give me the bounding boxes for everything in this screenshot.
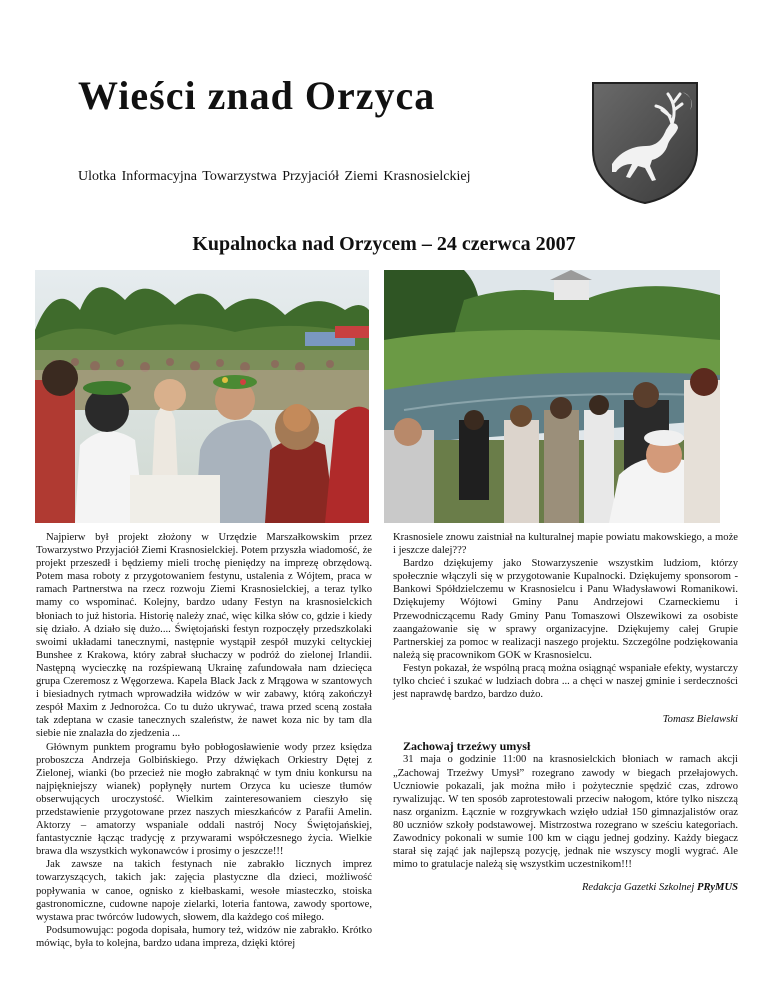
- article-paragraph: Najpierw był projekt złożony w Urzędzie Marszałkowskim przez Towarzystwo Przyjaciół Ziemi Krasnosielckiej. Potem przyszła wiadomość, że projekt przeszedł i będziemy mieli trochę pieniędzy na imprezę obrzędową. Potem masa roboty z przygotowaniem festynu, ustalenia z Wójtem, praca w ramach Partnerstwa na rzecz rozwoju Ziemi Krasnosielckiej, a teraz tylko mamy co wspominać. Kolejny, bardzo udany Festyn na krasnosielckich błoniach to już historia. Historię należy znać, więc kilka słów co, gdzie i kiedy się działo. A działo się dużo.... Świętojański festyn rozpoczęły przedszkolaki swoimi układami tanecznymi, następnie wystąpił zespół muzyki celtyckiej Bunshee z Krakowa, który zabrał słuchaczy w podróż do zielonej Irlandii. Następną wycieczkę na rozśpiewaną Ukrainę zafundowała nam dziecięca grupa Czeremosz z Węgorzewa. Kapela Black Jack z Mrągowa w szantowych i biesiadnych rytmach wprowadziła widzów w wir zabawy, którą zakończył zespół Maxim z Jednorożca. Co tu dużo ukrywać, trawa przed sceną została tak zdeptana w czasie tanecznych szaleństw, że nawet koza nic by tam dla siebie nie znalazła do zjedzenia ...: [36, 532, 372, 740]
- article-signature: Tomasz Bielawski: [662, 714, 738, 726]
- section-title: Zachowaj trzeźwy umysł: [403, 739, 531, 754]
- stag-crest-icon: [590, 80, 700, 205]
- article-paragraph: Jak zawsze na takich festynach nie zabrakło licznych imprez towarzyszących, takich jak: zajęcia plastyczne dla dzieci, możliwość popływania w canoe, ognisko z kiełbaskami, wesołe miasteczko, stoiska gastronomiczne, cudowne napoje zielarki, loteria fantowa, zawody sportowe, wystawa prac twórców ludowych, słowem, dla każdego coś miłego.: [36, 859, 372, 923]
- article-right-column: [393, 531, 738, 894]
- newsletter-title: Wieści znad Orzyca: [78, 73, 436, 118]
- signature-prefix: Redakcja Gazetki Szkolnej: [581, 882, 697, 894]
- article-paragraph: Krasnosiele znowu zaistniał na kulturalnej mapie powiatu makowskiego, a może i jeszcze dalej???: [393, 532, 738, 557]
- article-paragraph: Festyn pokazał, że wspólną pracą można osiągnąć wspaniałe efekty, wystarczy tylko chcieć i szukać w ludziach dobra ... a chęci w naszej gminie i serdeczności jest naprawdę bardzo, bardzo dużo.: [393, 662, 738, 701]
- article-headline: Kupalnocka nad Orzycem – 24 czerwca 2007: [192, 233, 576, 255]
- river-crowd-photo: [384, 270, 720, 523]
- article-paragraph: Bardzo dziękujemy jako Stowarzyszenie wszystkim ludziom, którzy społecznie włączyli się w przygotowanie Kupalnocki. Dziękujemy sponsorom - Bankowi Spółdzielczemu w Krasnosielcu i Panu Władysławowi Romanikowi. Dziękujemy Wójtowi Gminy Panu Andrzejowi Czarneckiemu i Przewodniczącemu Rady Gminy Panu Tomaszowi Olszewikowi za osobiste zaangażowanie się w sprawy organizacyjne. Dziękujemy całej Grupie Partnerskiej za pomoc w realizacji naszego projektu. Szczególne podziękowania należą się pracownikom GOK w Krasnosielcu.: [393, 558, 738, 661]
- festival-crowd-photo: [35, 270, 369, 523]
- section-signature: [393, 881, 738, 894]
- article-paragraph: Głównym punktem programu było pobłogosławienie wody przez księdza proboszcza Andrzeja Golbińskiego. Przy dźwiękach Orkiestry Dętej z Zielonej, wianki (bo przecież nie mogło zabraknąć w tym dniu konkursu na najpiękniejszy wianek) popłynęły nurtem Orzyca ku uciesze tłumów obserwujących uroczystość. Wielkim zainteresowaniem cieszyło się przedstawienie przygotowane przez naszych mieszkańców z Parafii Amelin. Aktorzy – amatorzy wspaniale oddali nastrój Nocy Świętojańskiej, fantastycznie łącząc tradycję z przywarami współczesnego życia. Wielkie brawa dla wszystkich wykonawców i prosimy o jeszcze!!!: [36, 741, 372, 858]
- article-left-column: [36, 531, 372, 950]
- newsletter-subtitle: Ulotka Informacyjna Towarzystwa Przyjaciół Ziemi Krasnosielckiej: [78, 169, 471, 184]
- section-paragraph: 31 maja o godzinie 11:00 na krasnosielckich błoniach w ramach akcji „Zachowaj Trzeźwy Umysł” rozegrano zawody w biegach przełajowych. Uczniowie pokazali, jak można miło i pożytecznie spędzić czas, zdrowo rywalizując. W ten sposób zaprotestowali przeciw nałogom, które tylko niszczą nasz organizm. Łącznie w rozgrywkach wzięło udział 150 gimnazjalistów oraz 80 uczniów szkoły podstawowej. Mistrzostwa rozegrano w sześciu kategoriach. Zawodnicy pokonali w sumie 100 km w ciągu jednej godziny. Każdy biegacz starał się zająć jak najlepszą pozycję, jednak nie wszyscy mogli wygrać. Ale mimo to gratulacje należą się wszystkim uczestnikom!!!: [393, 754, 738, 871]
- signature-bold: PRyMUS: [696, 882, 738, 894]
- article-paragraph: Podsumowując: pogoda dopisała, humory też, widzów nie zabrakło. Krótko mówiąc, była to kolejna, bardzo udana impreza, dzięki której: [36, 924, 372, 949]
